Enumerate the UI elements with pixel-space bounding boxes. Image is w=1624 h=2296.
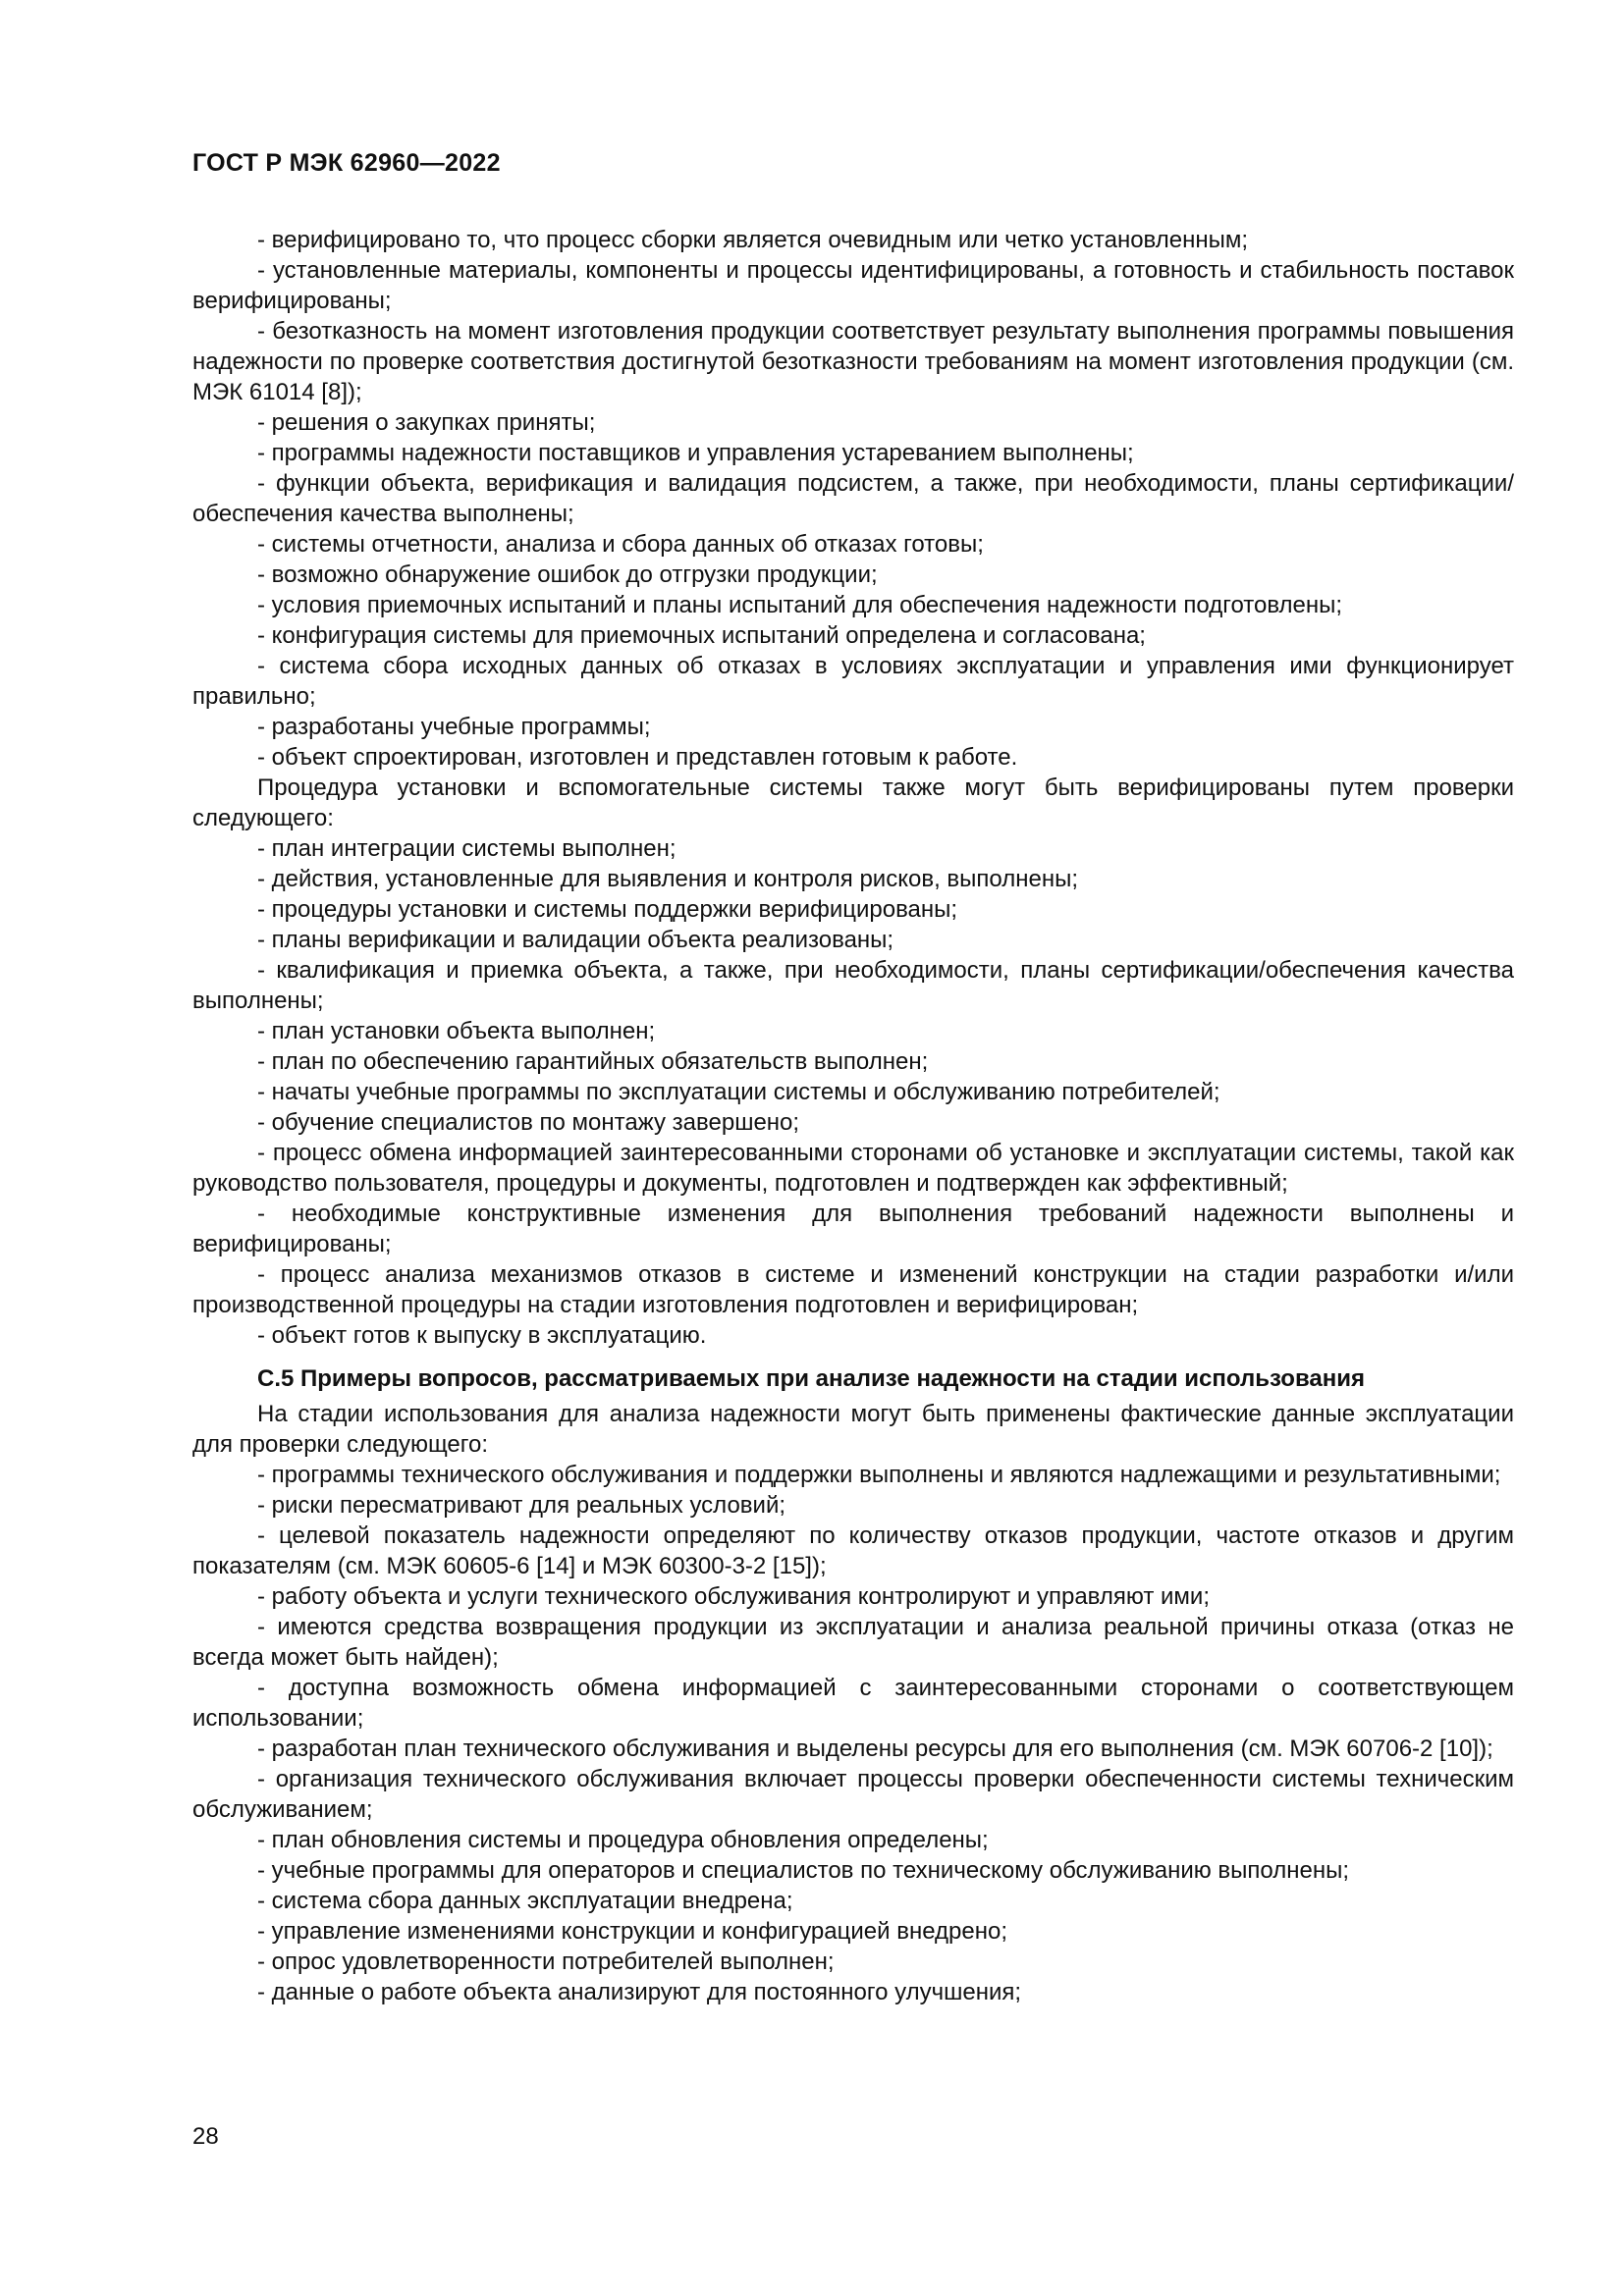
list-item: - система сбора данных эксплуатации внедрена; bbox=[257, 1888, 793, 1914]
list-item: - безотказность на момент изготовления продукции соответствует результату выполнения программы повышения надежности по проверке соответствия достигнутой безотказности требованиям на момент изготовления продукции (см. МЭК 61014 [8]); bbox=[192, 318, 1514, 405]
list-item: - планы верификации и валидации объекта реализованы; bbox=[257, 927, 894, 953]
list-item: - функции объекта, верификация и валидация подсистем, а также, при необходимости, планы сертификации/обеспечения качества выполнены; bbox=[192, 470, 1514, 527]
list-item: - данные о работе объекта анализируют для постоянного улучшения; bbox=[257, 1979, 1022, 2005]
list-item: - процесс обмена информацией заинтересованными сторонами об установке и эксплуатации системы, такой как руководство пользователя, процедуры и документы, подготовлен и подтвержден как эффективный; bbox=[192, 1140, 1514, 1197]
document-header: ГОСТ Р МЭК 62960—2022 bbox=[192, 149, 501, 177]
list-item: - программы технического обслуживания и поддержки выполнены и являются надлежащими и результативными; bbox=[257, 1462, 1501, 1488]
list-item: - организация технического обслуживания включает процессы проверки обеспеченности системы техническим обслуживанием; bbox=[192, 1766, 1514, 1823]
list-item: - квалификация и приемка объекта, а также, при необходимости, планы сертификации/обеспечения качества выполнены; bbox=[192, 957, 1514, 1014]
page-body bbox=[192, 225, 1514, 2007]
paragraph: Процедура установки и вспомогательные системы также могут быть верифицированы путем проверки следующего: bbox=[192, 774, 1514, 831]
section-heading: С.5 Примеры вопросов, рассматриваемых при анализе надежности на стадии использования bbox=[257, 1365, 1365, 1392]
list-item: - план обновления системы и процедура обновления определены; bbox=[257, 1827, 989, 1853]
list-item: - системы отчетности, анализа и сбора данных об отказах готовы; bbox=[257, 531, 984, 558]
list-item: - программы надежности поставщиков и управления устареванием выполнены; bbox=[257, 440, 1134, 466]
list-item: - разработаны учебные программы; bbox=[257, 714, 651, 740]
list-item: - необходимые конструктивные изменения для выполнения требований надежности выполнены и верифицированы; bbox=[192, 1201, 1514, 1257]
list-item: - управление изменениями конструкции и конфигурацией внедрено; bbox=[257, 1918, 1007, 1945]
list-item: - обучение специалистов по монтажу завершено; bbox=[257, 1109, 800, 1136]
list-item: - процесс анализа механизмов отказов в системе и изменений конструкции на стадии разработки и/или производственной процедуры на стадии изготовления подготовлен и верифицирован; bbox=[192, 1261, 1514, 1318]
list-item: - имеются средства возвращения продукции из эксплуатации и анализа реальной причины отказа (отказ не всегда может быть найден); bbox=[192, 1614, 1514, 1671]
list-item: - план по обеспечению гарантийных обязательств выполнен; bbox=[257, 1048, 929, 1075]
list-item: - доступна возможность обмена информацией с заинтересованными сторонами о соответствующем использовании; bbox=[192, 1675, 1514, 1732]
list-item: - целевой показатель надежности определяют по количеству отказов продукции, частоте отказов и другим показателям (см. МЭК 60605-6 [14] и МЭК 60300-3-2 [15]); bbox=[192, 1522, 1514, 1579]
list-item: - учебные программы для операторов и специалистов по техническому обслуживанию выполнены; bbox=[257, 1857, 1350, 1884]
list-item: - возможно обнаружение ошибок до отгрузки продукции; bbox=[257, 561, 878, 588]
list-item: - система сбора исходных данных об отказах в условиях эксплуатации и управления ими функционирует правильно; bbox=[192, 653, 1514, 710]
list-item: - начаты учебные программы по эксплуатации системы и обслуживанию потребителей; bbox=[257, 1079, 1220, 1105]
page-number: 28 bbox=[192, 2123, 219, 2150]
list-item: - риски пересматривают для реальных условий; bbox=[257, 1492, 786, 1519]
list-item: - установленные материалы, компоненты и процессы идентифицированы, а готовность и стабильность поставок верифицированы; bbox=[192, 257, 1514, 314]
list-item: - верифицировано то, что процесс сборки является очевидным или четко установленным; bbox=[257, 227, 1249, 253]
paragraph: На стадии использования для анализа надежности могут быть применены фактические данные эксплуатации для проверки следующего: bbox=[192, 1401, 1514, 1458]
list-item: - решения о закупках приняты; bbox=[257, 409, 596, 436]
list-item: - разработан план технического обслуживания и выделены ресурсы для его выполнения (см. МЭК 60706-2 [10]); bbox=[257, 1735, 1493, 1762]
list-item: - конфигурация системы для приемочных испытаний определена и согласована; bbox=[257, 622, 1146, 649]
list-item: - работу объекта и услуги технического обслуживания контролируют и управляют ими; bbox=[257, 1583, 1210, 1610]
list-item: - процедуры установки и системы поддержки верифицированы; bbox=[257, 896, 958, 923]
list-item: - план интеграции системы выполнен; bbox=[257, 835, 677, 862]
list-item: - условия приемочных испытаний и планы испытаний для обеспечения надежности подготовлены; bbox=[257, 592, 1343, 618]
list-item: - объект спроектирован, изготовлен и представлен готовым к работе. bbox=[257, 744, 1018, 771]
list-item: - действия, установленные для выявления и контроля рисков, выполнены; bbox=[257, 866, 1078, 892]
list-item: - объект готов к выпуску в эксплуатацию. bbox=[257, 1322, 707, 1349]
list-item: - план установки объекта выполнен; bbox=[257, 1018, 656, 1044]
list-item: - опрос удовлетворенности потребителей выполнен; bbox=[257, 1949, 835, 1975]
